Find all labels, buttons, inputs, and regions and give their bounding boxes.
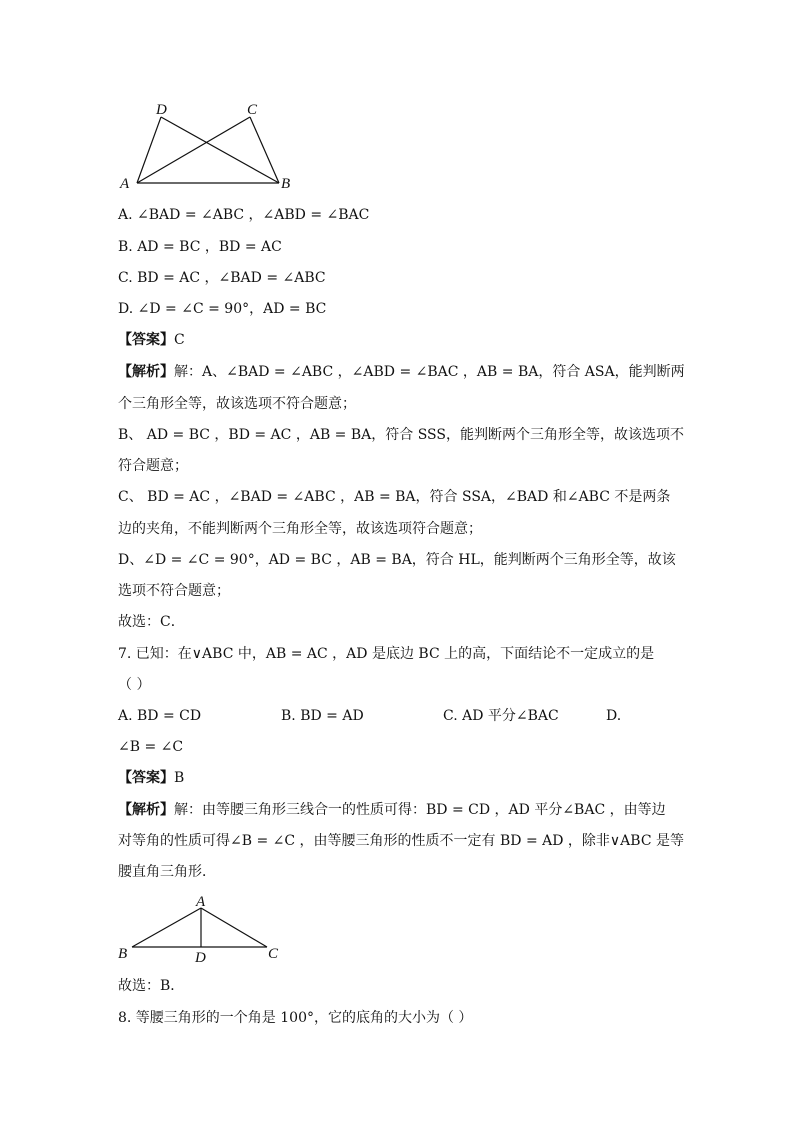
q6-option-c: C. BD = AC ，∠BAD = ∠ABC (118, 270, 326, 286)
label-C: C (268, 946, 279, 962)
figure-isosceles-triangle (112, 890, 292, 968)
q7-answer (118, 768, 184, 788)
q7-option-d-text: ∠B = ∠C (118, 739, 184, 755)
q6-analysis-line-4: 符合题意； (118, 458, 188, 474)
label-C: C (247, 102, 258, 118)
label-B: B (281, 176, 291, 192)
label-B: B (118, 946, 128, 962)
q6-analysis-line-7: D、∠D = ∠C = 90°，AD = BC ，AB = BA，符合 HL，能判断两个三角形全等，故该 (118, 552, 676, 568)
q7-stem-line-2: （ ） (118, 677, 151, 693)
q6-analysis-line-3: B、 AD = BC ，BD = AC ，AB = BA，符合 SSS，能判断两个三角形全等，故该选项不 (118, 427, 684, 443)
label-D: D (195, 950, 206, 966)
q6-analysis-line-2: 个三角形全等，故该选项不符合题意； (118, 396, 356, 412)
answer-label: 【答案】 (118, 770, 174, 786)
analysis-label: 【解析】 (118, 364, 174, 380)
q6-option-a: A. ∠BAD = ∠ABC ，∠ABD = ∠BAC (118, 207, 370, 223)
q8-stem: 8. 等腰三角形的一个角是 100°，它的底角的大小为（ ） (118, 1010, 473, 1026)
q6-analysis-line-5: C、 BD = AC ，∠BAD = ∠ABC ，AB = BA，符合 SSA，∠BAD 和∠ABC 不是两条 (118, 489, 671, 505)
q6-answer (118, 330, 185, 350)
q7-conclusion: 故选：B． (118, 978, 185, 994)
q7-option-d: D. (606, 708, 622, 724)
q6-analysis-line-6: 边的夹角，不能判断两个三角形全等，故该选项符合题意； (118, 521, 482, 537)
q6-analysis-line-1 (118, 362, 685, 382)
label-A: A (196, 894, 206, 910)
figure-quadrilateral (110, 96, 300, 196)
answer-label: 【答案】 (118, 332, 174, 348)
analysis-label: 【解析】 (118, 802, 174, 818)
q6-conclusion: 故选：C． (118, 614, 185, 630)
q7-option-a: A. BD = CD (118, 708, 202, 724)
q7-analysis-line-1 (118, 800, 666, 820)
analysis-text: 解：A、∠BAD = ∠ABC ，∠ABD = ∠BAC ，AB = BA，符合 ASA，能判断两 (174, 364, 685, 380)
q6-option-b: B. AD = BC ，BD = AC (118, 239, 282, 255)
q7-stem-line-1: 7. 已知：在∨ABC 中，AB = AC ，AD 是底边 BC 上的高，下面结论不一定成立的是 (118, 646, 655, 662)
q6-analysis-line-8: 选项不符合题意； (118, 583, 230, 599)
answer-value: B (174, 770, 185, 786)
analysis-text: 解：由等腰三角形三线合一的性质可得：BD = CD ，AD 平分∠BAC ，由等边 (174, 802, 666, 818)
q7-option-b: B. BD = AD (281, 708, 364, 724)
q7-analysis-line-3: 腰直角三角形． (118, 864, 216, 880)
label-D: D (156, 102, 167, 118)
q7-option-c: C. AD 平分∠BAC (443, 708, 559, 724)
label-A: A (120, 176, 130, 192)
q6-option-d: D. ∠D = ∠C = 90°，AD = BC (118, 301, 327, 317)
q7-analysis-line-2: 对等角的性质可得∠B = ∠C ，由等腰三角形的性质不一定有 BD = AD ，除非∨ABC 是等 (118, 833, 684, 849)
answer-value: C (174, 332, 185, 348)
